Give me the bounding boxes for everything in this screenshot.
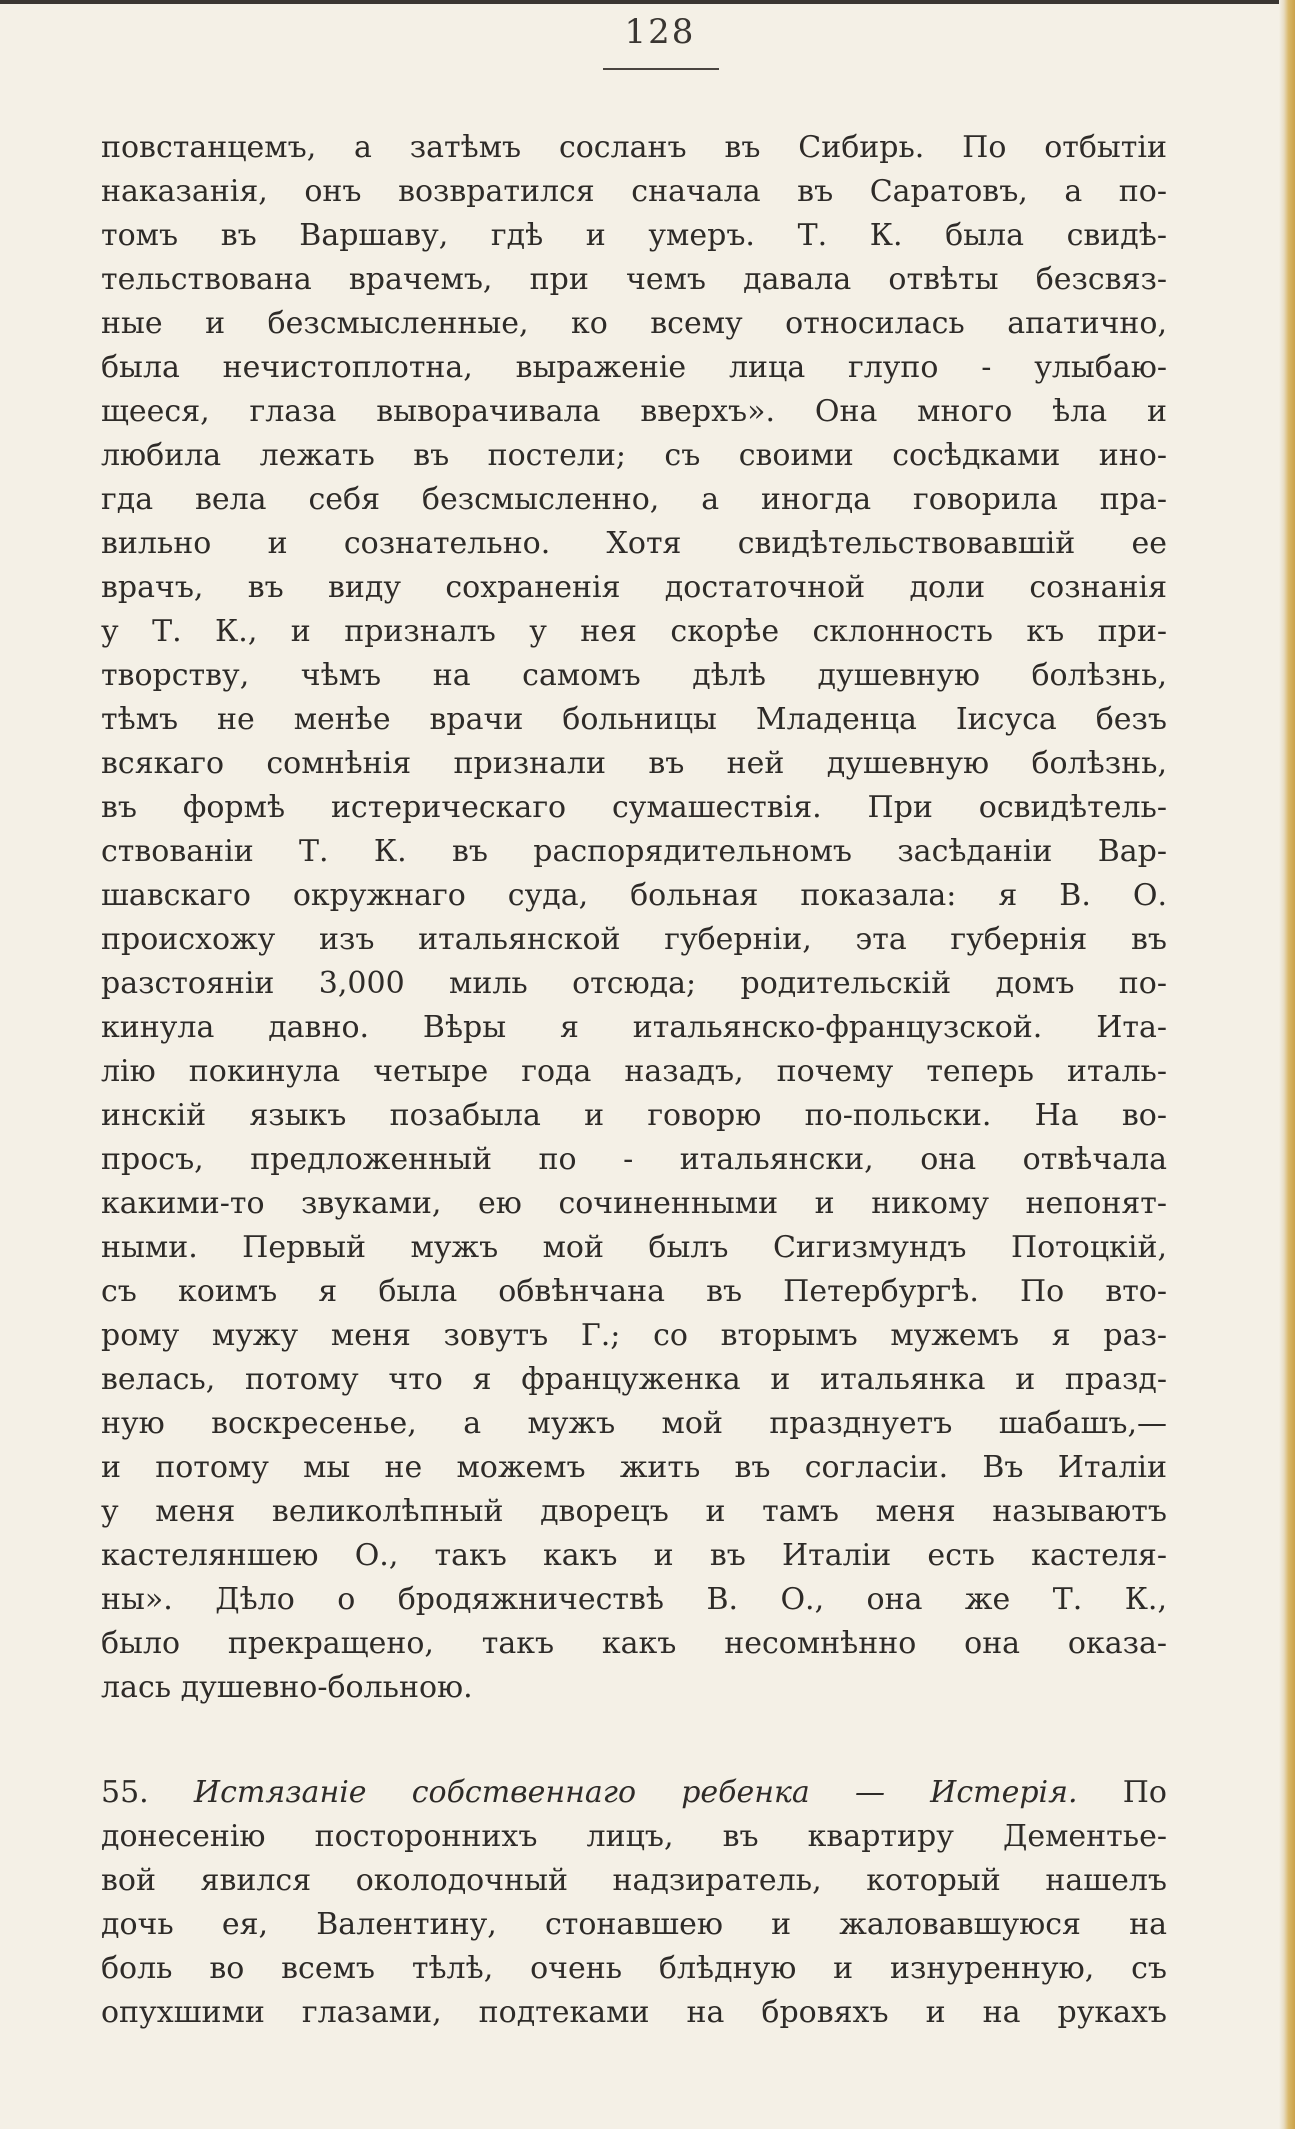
text-line: кастеляншею О., такъ какъ и въ Италіи есть кастеля- — [101, 1538, 1167, 1573]
text-line: въ формѣ истерическаго сумашествія. При освидѣтель- — [101, 790, 1167, 825]
text-line: происхожу изъ итальянской губерніи, эта губернія въ — [101, 922, 1167, 957]
text-line: тѣмъ не менѣе врачи больницы Младенца Іисуса безъ — [101, 702, 1167, 737]
text-line: любила лежать въ постели; съ своими сосѣдками ино- — [101, 438, 1167, 473]
text-line: у меня великолѣпный дворецъ и тамъ меня называютъ — [101, 1494, 1167, 1529]
text-line: просъ, предложенный по - итальянски, она отвѣчала — [101, 1142, 1167, 1177]
text-line: ную воскресенье, а мужъ мой празднуетъ шабашъ,— — [101, 1406, 1167, 1441]
text-line: опухшими глазами, подтеками на бровяхъ и на рукахъ — [101, 1995, 1167, 2030]
text-line: томъ въ Варшаву, гдѣ и умеръ. Т. К. была свидѣ- — [101, 218, 1167, 253]
text-line: и потому мы не можемъ жить въ согласіи. Въ Италіи — [101, 1450, 1167, 1485]
text-line: всякаго сомнѣнія признали въ ней душевную болѣзнь, — [101, 746, 1167, 781]
text-line: какими-то звуками, ею сочиненными и никому непонят- — [101, 1186, 1167, 1221]
text-line: наказанія, онъ возвратился сначала въ Саратовъ, а по- — [101, 174, 1167, 209]
page-number: 128 — [624, 12, 696, 52]
paragraph-continuation — [101, 126, 1167, 1710]
page-top-edge — [0, 0, 1295, 4]
text-line: ные и безсмысленные, ко всему относилась апатично, — [101, 306, 1167, 341]
text-line: творству, чѣмъ на самомъ дѣлѣ душевную болѣзнь, — [101, 658, 1167, 693]
section-heading-line — [101, 1771, 1167, 1815]
text-line: ствованіи Т. К. въ распорядительномъ засѣданіи Вар- — [101, 834, 1167, 869]
text-line: боль во всемъ тѣлѣ, очень блѣдную и изнуренную, съ — [101, 1951, 1167, 1986]
text-line: ны». Дѣло о бродяжничествѣ В. О., она же Т. К., — [101, 1582, 1167, 1617]
section-title: Истязаніе собственнаго ребенка — Истерія. — [193, 1775, 1078, 1810]
section-number: 55. — [101, 1775, 149, 1810]
page-binding-edge — [1279, 0, 1295, 2129]
text-line: у Т. К., и призналъ у нея скорѣе склонность къ при- — [101, 614, 1167, 649]
text-line: шавскаго окружнаго суда, больная показала: я В. О. — [101, 878, 1167, 913]
section-first-words: По — [1122, 1775, 1167, 1810]
text-line: дочь ея, Валентину, стонавшею и жаловавшуюся на — [101, 1907, 1167, 1942]
text-line: было прекращено, такъ какъ несомнѣнно она оказа- — [101, 1626, 1167, 1661]
text-line: ными. Первый мужъ мой былъ Сигизмундъ Потоцкій, — [101, 1230, 1167, 1265]
text-line: врачъ, въ виду сохраненія достаточной доли сознанія — [101, 570, 1167, 605]
text-line: донесенію постороннихъ лицъ, въ квартиру Дементье- — [101, 1819, 1167, 1854]
text-line: тельствована врачемъ, при чемъ давала отвѣты безсвяз- — [101, 262, 1167, 297]
text-line: съ коимъ я была обвѣнчана въ Петербургѣ. По вто- — [101, 1274, 1167, 1309]
text-line: повстанцемъ, а затѣмъ сосланъ въ Сибирь. По отбытіи — [101, 130, 1167, 165]
text-line: кинула давно. Вѣры я итальянско-французской. Ита- — [101, 1010, 1167, 1045]
page-number-rule — [603, 68, 719, 70]
text-line: рому мужу меня зовутъ Г.; со вторымъ мужемъ я раз- — [101, 1318, 1167, 1353]
text-line: была нечистоплотна, выраженіе лица глупо - улыбаю- — [101, 350, 1167, 385]
text-line: щееся, глаза выворачивала вверхъ». Она много ѣла и — [101, 394, 1167, 429]
text-line: разстояніи 3,000 миль отсюда; родительскій домъ по- — [101, 966, 1167, 1001]
text-line: лію покинула четыре года назадъ, почему теперь италь- — [101, 1054, 1167, 1089]
text-line: гда вела себя безсмысленно, а иногда говорила пра- — [101, 482, 1167, 517]
section-55 — [101, 1771, 1167, 2035]
text-line: инскій языкъ позабыла и говорю по-польски. На во- — [101, 1098, 1167, 1133]
text-line: велась, потому что я француженка и итальянка и празд- — [101, 1362, 1167, 1397]
text-line: вой явился околодочный надзиратель, который нашелъ — [101, 1863, 1167, 1898]
text-line: лась душевно-больною. — [101, 1670, 473, 1705]
text-line: вильно и сознательно. Хотя свидѣтельствовавшій ее — [101, 526, 1167, 561]
